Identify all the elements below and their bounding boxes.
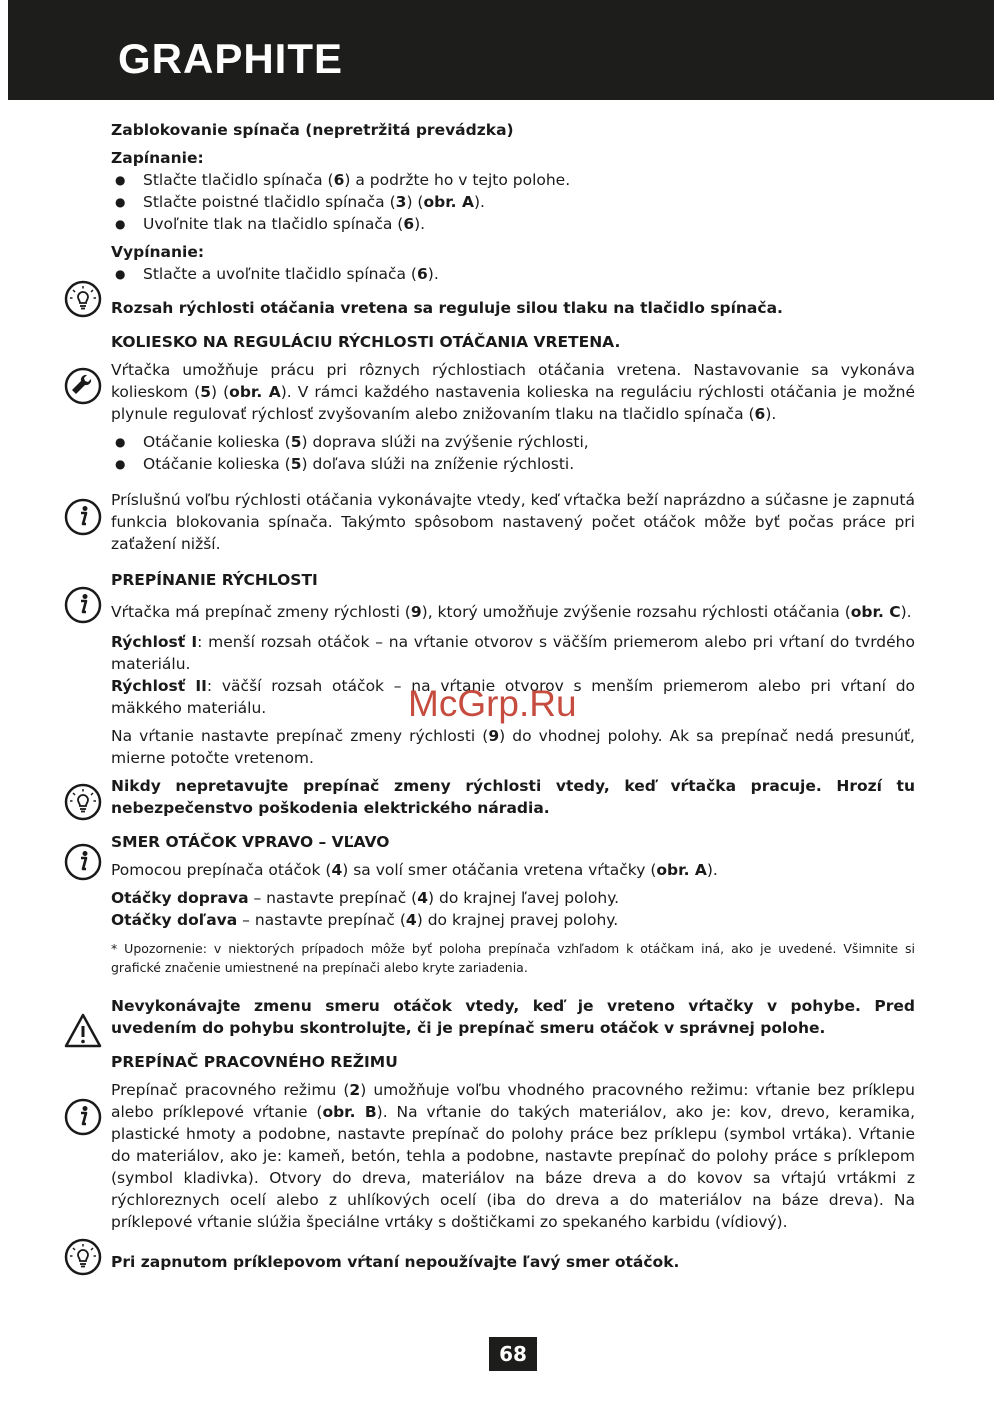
paragraph: Vŕtačka má prepínač zmeny rýchlosti (9), ktorý umožňuje zvýšenie rozsahu rýchlosti otáčania (obr. C). [111, 603, 912, 621]
wrench-icon [64, 367, 102, 405]
page-header [8, 0, 994, 100]
paragraph: Rýchlosť II: väčší rozsah otáčok – na vŕtanie otvorov s menším priemerom alebo pri vŕtaní do mäkkého materiálu. [111, 677, 916, 717]
subsection-title: Vypínanie: [111, 243, 205, 261]
lightbulb-icon [64, 280, 102, 318]
info-icon [64, 843, 102, 881]
section-title: PREPÍNANIE RÝCHLOSTI [111, 571, 318, 589]
footnote: * Upozornenie: v niektorých prípadoch môže byť poloha prepínača vzhľadom k otáčkam iná, ako je uvedené. Všimnite si grafické značenie umiestnené na prepínači alebo kryte zariadenia. [111, 941, 915, 975]
tip-text: Nikdy nepretavujte prepínač zmeny rýchlosti vtedy, keď vŕtačka pracuje. Hrozí tu nebezpečenstvo poškodenia elektrického náradia. [111, 777, 915, 817]
paragraph: Pomocou prepínača otáčok (4) sa volí smer otáčania vretena vŕtačky (obr. A). [111, 861, 718, 879]
list-item: ● Uvoľnite tlak na tlačidlo spínača (6). [111, 213, 915, 235]
warning-text: Nevykonávajte zmenu smeru otáčok vtedy, keď je vreteno vŕtačky v pohybe. Pred uvedením do pohybu skontrolujte, či je prepínač smeru otáčok v správnej polohe. [111, 997, 915, 1037]
info-icon [64, 1098, 102, 1136]
info-icon [64, 586, 102, 624]
list-item: ● Stlačte tlačidlo spínača (6) a podržte ho v tejto polohe. [111, 169, 915, 191]
paragraph: Na vŕtanie nastavte prepínač zmeny rýchlosti (9) do vhodnej polohy. Ak sa prepínač nedá presunúť, mierne potočte vretenom. [111, 727, 915, 767]
section-title: KOLIESKO NA REGULÁCIU RÝCHLOSTI OTÁČANIA VRETENA. [111, 333, 621, 351]
section-title: PREPÍNAČ PRACOVNÉHO REŽIMU [111, 1053, 398, 1071]
paragraph: Otáčky doprava – nastavte prepínač (4) do krajnej ľavej polohy. [111, 889, 620, 907]
info-icon [64, 498, 102, 536]
paragraph: Rýchlosť I: menší rozsah otáčok – na vŕtanie otvorov s väčším priemerom alebo pri vŕtaní do tvrdého materiálu. [111, 633, 915, 673]
bullet-list [111, 431, 915, 475]
section-title: Zablokovanie spínača (nepretržitá prevádzka) [111, 121, 514, 139]
list-item: ● Stlačte poistné tlačidlo spínača (3) (obr. A). [111, 191, 915, 213]
paragraph: Prepínač pracovného režimu (2) umožňuje voľbu vhodného pracovného režimu: vŕtanie bez príklepu alebo príklepové vŕtanie (obr. B). Na vŕtanie do takých materiálov, ako je: kov, drevo, keramika, plastické hmoty a podobne, nastavte prepínač do polohy práce bez príklepu (symbol vrtáka). Vŕtanie do materiálov, ako je: kameň, betón, tehla a podobne, nastavte prepínač do polohy práce s príklepom (symbol kladivka). Otvory do dreva, materiálov na báze dreva a do kovov sa vŕtajú vrtákmi z rýchloreznych ocelí alebo z uhlíkových ocelí (iba do dreva a do materiálov na báze dreva). Na príklepové vŕtanie slúžia špeciálne vrtáky s doštičkami zo spekaného karbidu (vídiový). [111, 1081, 916, 1231]
list-item: ● Stlačte a uvoľnite tlačidlo spínača (6). [111, 263, 915, 285]
tip-text: Pri zapnutom príklepovom vŕtaní nepoužívajte ľavý smer otáčok. [111, 1253, 680, 1271]
lightbulb-icon [64, 783, 102, 821]
watermark: McGrp.Ru [408, 683, 577, 724]
bullet-list [111, 169, 915, 235]
warning-icon [64, 1012, 102, 1050]
list-item: ● Otáčanie kolieska (5) doprava slúži na zvýšenie rýchlosti, [111, 431, 915, 453]
page-number: 68 [489, 1337, 537, 1371]
paragraph: Otáčky doľava – nastavte prepínač (4) do krajnej pravej polohy. [111, 911, 619, 929]
lightbulb-icon [64, 1238, 102, 1276]
section-title: SMER OTÁČOK VPRAVO – VĽAVO [111, 833, 390, 851]
brand-logo: GRAPHITE [118, 35, 344, 82]
paragraph: Vŕtačka umožňuje prácu pri rôznych rýchlostiach otáčania vretena. Nastavovanie sa vykonáva kolieskom (5) (obr. A). V rámci každého nastavenia kolieska na reguláciu rýchlosti otáčania je možné plynule regulovať rýchlosť zvyšovaním alebo znižovaním tlaku na tlačidlo spínača (6). [111, 361, 915, 423]
list-item: ● Otáčanie kolieska (5) doľava slúži na zníženie rýchlosti. [111, 453, 915, 475]
tip-text: Rozsah rýchlosti otáčania vretena sa reguluje silou tlaku na tlačidlo spínača. [111, 299, 783, 317]
subsection-title: Zapínanie: [111, 149, 204, 167]
bullet-list [111, 263, 915, 285]
info-text: Príslušnú voľbu rýchlosti otáčania vykonávajte vtedy, keď vŕtačka beží naprázdno a súčasne je zapnutá funkcia blokovania spínača. Takýmto spôsobom nastavený počet otáčok môže byť počas práce pri zaťažení nižší. [111, 491, 915, 553]
